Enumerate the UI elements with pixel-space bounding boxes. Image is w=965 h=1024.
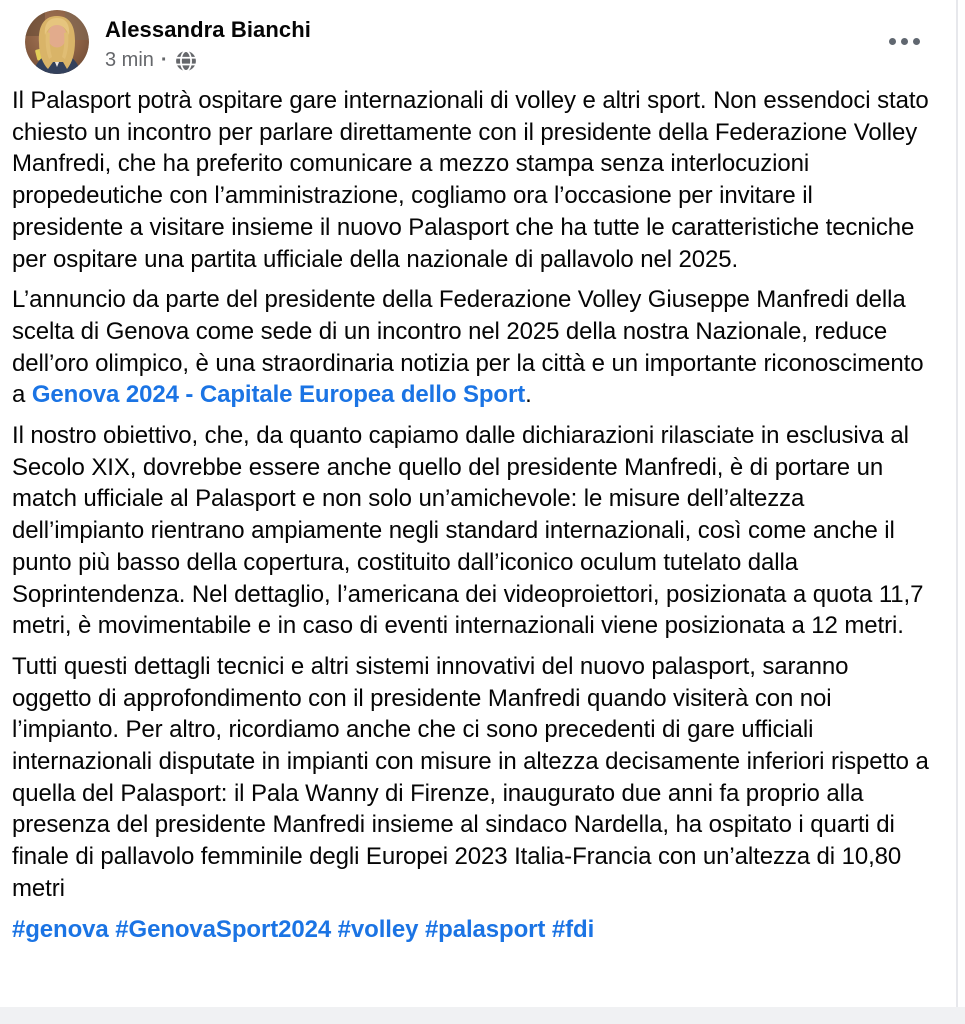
hashtag-link[interactable]: #GenovaSport2024 <box>115 915 332 943</box>
post-paragraph: Il Palasport potrà ospitare gare internazionali di volley e altri sport. Non essendoci stato chiesto un incontro per parlare direttamente con il presidente della Federazione Volley Manfredi, che ha preferito comunicare a mezzo stampa senza interlocuzioni propedeutiche con l’amministrazione, cogliamo ora l’occasione per invitare il presidente a visitare insieme il nuovo Palasport che ha tutte le caratteristiche tecniche per ospitare una partita ufficiale della nazionale di pallavolo nel 2025. <box>12 87 929 273</box>
globe-icon <box>175 50 197 72</box>
avatar[interactable] <box>25 10 89 74</box>
meta-separator: · <box>160 49 168 71</box>
post-paragraph <box>12 284 930 411</box>
post-header <box>0 0 956 74</box>
paragraph-text: . <box>525 381 532 409</box>
avatar-image <box>25 10 89 74</box>
header-text <box>105 10 311 72</box>
paragraph-text: L’annuncio da parte del presidente della Federazione Volley Giuseppe Manfredi della scelta di Genova come sede di un incontro nel 2025 della nostra Nazionale, reduce dell’oro olimpico, è una straordinaria notizia per la città e un importante riconoscimento a <box>12 286 924 409</box>
author-name[interactable]: Alessandra Bianchi <box>105 17 311 42</box>
bottom-strip <box>0 1007 965 1024</box>
hashtag-link[interactable]: #palasport <box>424 915 546 943</box>
ellipsis-icon <box>889 38 896 45</box>
post-paragraph: Tutti questi dettagli tecnici e altri sistemi innovativi del nuovo palasport, saranno oggetto di approfondimento con il presidente Manfredi quando visiterà con noi l’impianto. Per altro, ricordiamo anche che ci sono precedenti di gare ufficiali internazionali disputate in impianti con misure in altezza decisamente inferiori rispetto a quella del Palasport: il Pala Wanny di Firenze, inaugurato due anni fa proprio alla presenza del presidente Manfredi insieme al sindaco Nardella, ha ospitato i quarti di finale di pallavolo femminile degli Europei 2023 Italia-Francia con un’altezza di 10,80 metri <box>12 652 929 902</box>
post-meta <box>105 48 311 72</box>
post-body <box>0 74 956 945</box>
post-paragraph: Il nostro obiettivo, che, da quanto capiamo dalle dichiarazioni rilasciate in esclusiva al Secolo XIX, dovrebbe essere anche quello del presidente Manfredi, è di portare un match ufficiale al Palasport e non solo un’amichevole: le misure dell’altezza dell’impianto rientrano ampiamente negli standard internazionali, così come anche il punto più basso della copertura, costituito dall’iconico oculum tutelato dalla Soprintendenza. Nel dettaglio, l’americana dei videoproiettori, posizionata a quota 11,7 metri, è movimentabile e in caso di eventi internazionali viene posizionata a 12 metri. <box>12 422 924 640</box>
genova-2024-link[interactable]: Genova 2024 - Capitale Europea dello Sport <box>31 381 526 409</box>
hashtag-link[interactable]: #fdi <box>551 915 595 943</box>
more-options-button[interactable] <box>882 26 926 56</box>
timestamp[interactable]: 3 min <box>105 49 154 71</box>
hashtag-link[interactable]: #genova <box>12 915 109 943</box>
hashtag-link[interactable]: #volley <box>337 915 419 943</box>
right-gutter <box>960 0 965 1024</box>
hashtag-row <box>12 914 930 946</box>
